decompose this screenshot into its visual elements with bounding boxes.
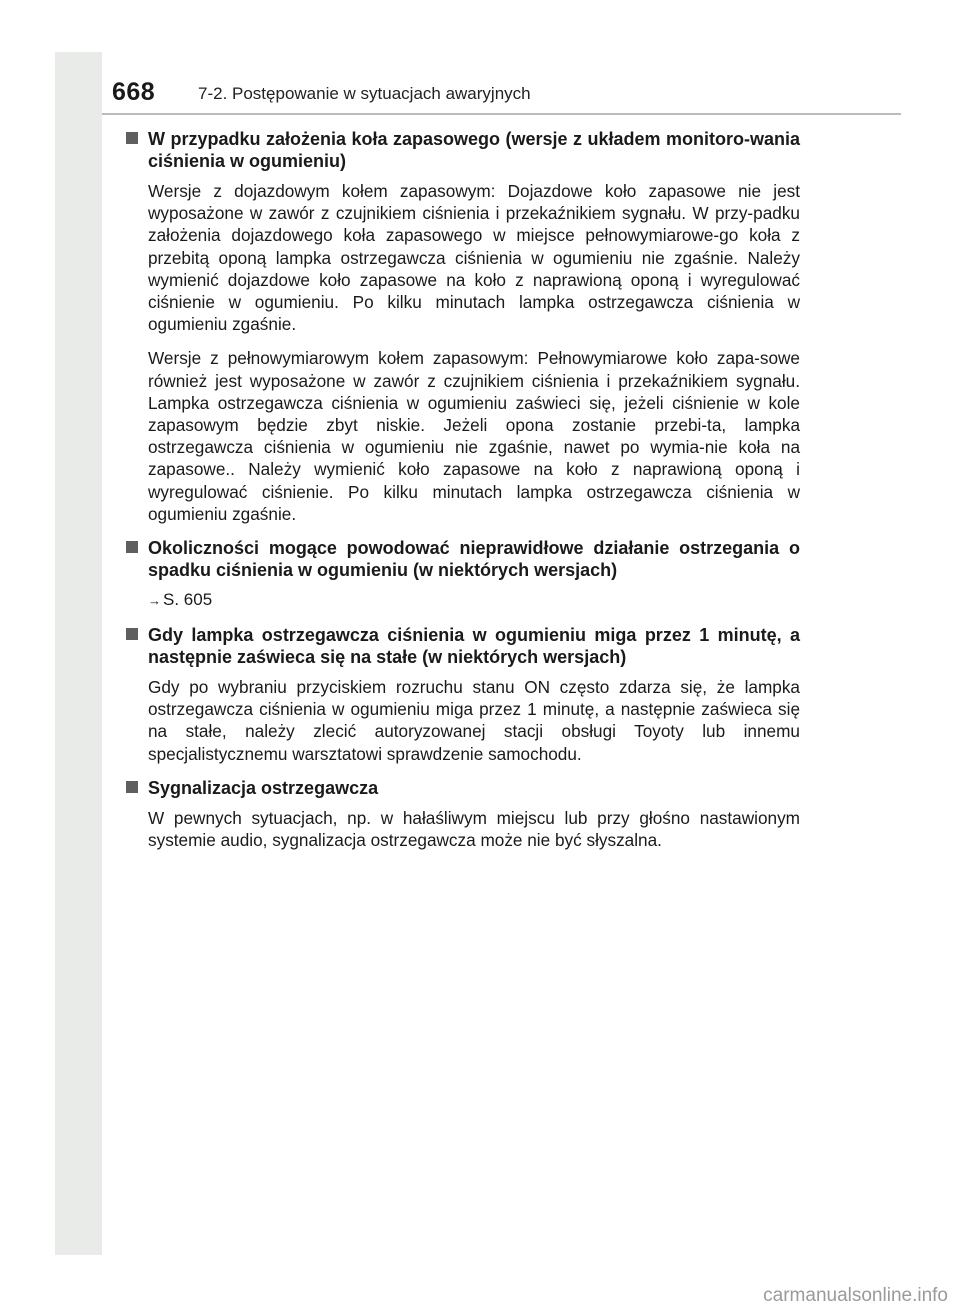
paragraph: W pewnych sytuacjach, np. w hałaśliwym miejscu lub przy głośno nastawionym systemie audio, sygnalizacja ostrzegawcza może nie być słyszalna. bbox=[148, 807, 800, 851]
section-malfunction-conditions bbox=[126, 537, 800, 612]
arrow-right-icon: → bbox=[148, 593, 161, 609]
section-spare-wheel bbox=[126, 128, 800, 525]
paragraph: Gdy po wybraniu przyciskiem rozruchu stanu ON często zdarza się, że lampka ostrzegawcza ciśnienia w ogumieniu miga przez 1 minutę, a następnie zaświeca się na stałe, należy zlecić autoryzowanej stacji obsługi Toyoty lub innemu specjalistycznemu warsztatowi sprawdzenie samochodu. bbox=[148, 677, 800, 764]
page-header bbox=[112, 78, 902, 114]
page-margin-tab bbox=[55, 52, 102, 1255]
reference-link[interactable]: S. 605 bbox=[163, 590, 213, 610]
footer-watermark: carmanualsonline.info bbox=[763, 1285, 948, 1306]
section-heading: Sygnalizacja ostrzegawcza bbox=[126, 777, 800, 799]
page-reference[interactable] bbox=[126, 589, 800, 612]
square-bullet-icon bbox=[126, 781, 138, 793]
header-divider bbox=[102, 113, 901, 115]
section-heading: Gdy lampka ostrzegawcza ciśnienia w ogumieniu miga przez 1 minutę, a następnie zaświeca się na stałe (w niektórych wersjach) bbox=[126, 624, 800, 668]
square-bullet-icon bbox=[126, 132, 138, 144]
section-heading: Okoliczności mogące powodować nieprawidłowe działanie ostrzegania o spadku ciśnienia w ogumieniu (w niektórych wersjach) bbox=[126, 537, 800, 581]
square-bullet-icon bbox=[126, 541, 138, 553]
square-bullet-icon bbox=[126, 628, 138, 640]
section-heading: W przypadku założenia koła zapasowego (wersje z układem monitoro-wania ciśnienia w ogumieniu) bbox=[126, 128, 800, 172]
section-blinking-lamp bbox=[126, 624, 800, 765]
paragraph: Wersje z dojazdowym kołem zapasowym: Dojazdowe koło zapasowe nie jest wyposażone w zawór z czujnikiem ciśnienia i przekaźnikiem sygnału. W przy-padku założenia dojazdowego koła zapasowego w miejsce pełnowymiarowe-go koła z przebitą oponą lampka ostrzegawcza ciśnienia w ogumieniu nie zgaśnie. Należy wymienić dojazdowe koło zapasowe na koło z naprawioną oponą i wyregulować ciśnienie w ogumieniu. Po kilku minutach lampka ostrzegawcza ciśnienia w ogumieniu zgaśnie. bbox=[148, 181, 800, 335]
paragraph: Wersje z pełnowymiarowym kołem zapasowym: Pełnowymiarowe koło zapa-sowe również jest wyposażone w zawór z czujnikiem ciśnienia i przekaźnikiem sygnału. Lampka ostrzegawcza ciśnienia w ogumieniu zaświeci się, jeżeli ciśnienie w kole zapasowym będzie zbyt niskie. Jeżeli opona zostanie przebi-ta, lampka ostrzegawcza ciśnienia w ogumieniu nie zgaśnie, nawet po wymia-nie koła na zapasowe.. Należy wymienić koło zapasowe na koło z naprawioną oponą i wyregulować ciśnienie. Po kilku minutach lampka ostrzegawcza ciśnienia w ogumieniu zgaśnie. bbox=[148, 348, 800, 524]
section-warning-buzzer bbox=[126, 777, 800, 851]
page-number: 668 bbox=[112, 78, 156, 106]
page-content bbox=[126, 128, 800, 863]
chapter-title: 7-2. Postępowanie w sytuacjach awaryjnych bbox=[198, 84, 531, 103]
